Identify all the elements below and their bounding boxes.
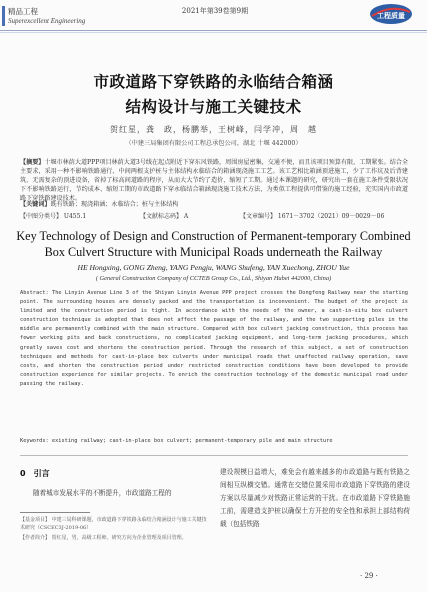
- journal-logo: [368, 2, 414, 26]
- abstract-en: Abstract: The Linyin Avenue Line 3 of the Shiyan Linyin Avenue PPP project crosses the Dongfeng Railway near the starting point. The surrounding houses are densely packed and the transportation is inconvenient. The budget of the project is limited and the construction period is tight. In accordance with the needs of the owner, a cast-in-situ box culvert construction technique is adopted that does not affect the passage of the railway, and the two supporting piles in the middle are permanently combined with the main structure. Compared with box culvert jacking construction, this process has fewer working pits and back constructions, no complicated jacking equipment, and long-term jacking procedures, which greatly saves cost and shortens the construction period. Through the research of this subject, a set of construction techniques and methods for cast-in-place box culverts under municipal roads that unaffected railway operation, save costs, and shorten the construction period under restricted construction conditions have been developed to provide construction experience for similar projects. To enrich the construction technology of the domestic municipal road under passing the railway.: [20, 290, 408, 387]
- footnote-funding: 【基金项目】 中建三局科研课题，市政道路下穿铁路永临结合箱涵设计与施工关键技术研究（CSCEC3J-2019-06）: [20, 517, 207, 531]
- intro-text-right: 建设规模日益增大，难免会有越来越多的市政道路与既有铁路之间相互纵横交错。通常在交错位置采用市政道路下穿铁路的建设方案以尽量减少对铁路正常运营的干扰。在市政道路下穿铁路施工前，需建造支护桩以确保土方开挖的安全性和承担上部结构荷载（包括铁路: [220, 468, 410, 528]
- title-en-line-2: Box Culvert Structure with Municipal Roads underneath the Railway: [44, 245, 383, 259]
- page-number: · 29 ·: [360, 572, 378, 580]
- section-heading: 0 引言: [20, 469, 50, 478]
- keywords-zh-text: 既有铁路；现浇箱涵；永临结合；桩与主体结构: [50, 201, 179, 208]
- journal-section-label-en: Superexcellent Engineering: [8, 17, 86, 25]
- issue-label: 2021年第39卷第9期: [181, 7, 249, 15]
- document-code: 【文献标志码】 A: [140, 213, 189, 220]
- intro-text-left: 随着城市发展水平的不断提升，市政道路工程的: [33, 489, 172, 497]
- article-number: 【文章编号】 1671－3702（2021）09－0029－06: [240, 213, 385, 220]
- header-rule: [0, 30, 427, 31]
- keywords-en: Keywords: existing railway; cast-in-place box culvert; permanent-temporary pile and main structure: [20, 438, 333, 444]
- affiliation-zh: （中建三局集团有限公司工程总承包公司，湖北 十堰 442000）: [125, 140, 302, 147]
- title-en-line-1: Key Technology of Design and Construction of Permanent-temporary Combined: [16, 229, 411, 243]
- footnote-author: 【作者简介】 贺红星，男，高级工程师。研究方向为企业管理及项目管理。: [20, 535, 187, 541]
- keywords-zh-tag: 【关键词】: [20, 201, 51, 208]
- section-marker: [2, 6, 5, 26]
- header-rule-thin: [0, 32, 427, 33]
- abstract-zh-tag: 【摘要】: [20, 159, 45, 166]
- authors-zh: 贺红星，龚 政，杨鹏举，王树峰，闫学冲，周 越: [110, 125, 317, 134]
- keywords-zh: [20, 200, 408, 209]
- logo-text: 工程质量: [377, 12, 405, 20]
- abstract-zh: [20, 158, 408, 203]
- abstract-zh-text: 十堰市林荫大道PPP项目林荫大道3号线在起点附近下穿东风铁路，周围房屋密集，交通不便，而且该项目预算有限，工期紧张。结合全主要求，采用一种不影响铁路通行、中间两根支护桩与主体结构永临结合的箱涵现浇施工工艺。该工艺相比箱涵顶进施工，少了工作坑及后背建筑，无需复杂的顶进设备，省掉了标高间道路的程序，从而大大节约了造价，缩短了工期。通过本课题的研究，研究出一套在施工条件受限状况下不影响铁路运行，节约成本、缩短工期的市政道路下穿永临结合箱涵现浇施工技术方法，为类似工程提供可借鉴的施工经验，充实国内市政道路下穿铁路建设技术。: [20, 159, 408, 202]
- footnote-rule: [20, 512, 90, 513]
- section-divider: [20, 455, 408, 456]
- title-zh-line-1: 市政道路下穿铁路的永临结合箱涵: [93, 73, 334, 91]
- authors-en: HE Hongxing, GONG Zheng, YANG Pengju, WANG Shufeng, YAN Xuechong, ZHOU Yue: [77, 263, 350, 272]
- clc-number: 【中图分类号】 U455.1: [20, 213, 87, 220]
- title-zh-line-2: 结构设计与施工关键技术: [125, 98, 302, 116]
- journal-section-label: 精品工程: [8, 7, 38, 16]
- affiliation-en: ( General Construction Company of CCTEB Group Co., Ltd., Shiyan Hubei 442000, China): [95, 275, 332, 282]
